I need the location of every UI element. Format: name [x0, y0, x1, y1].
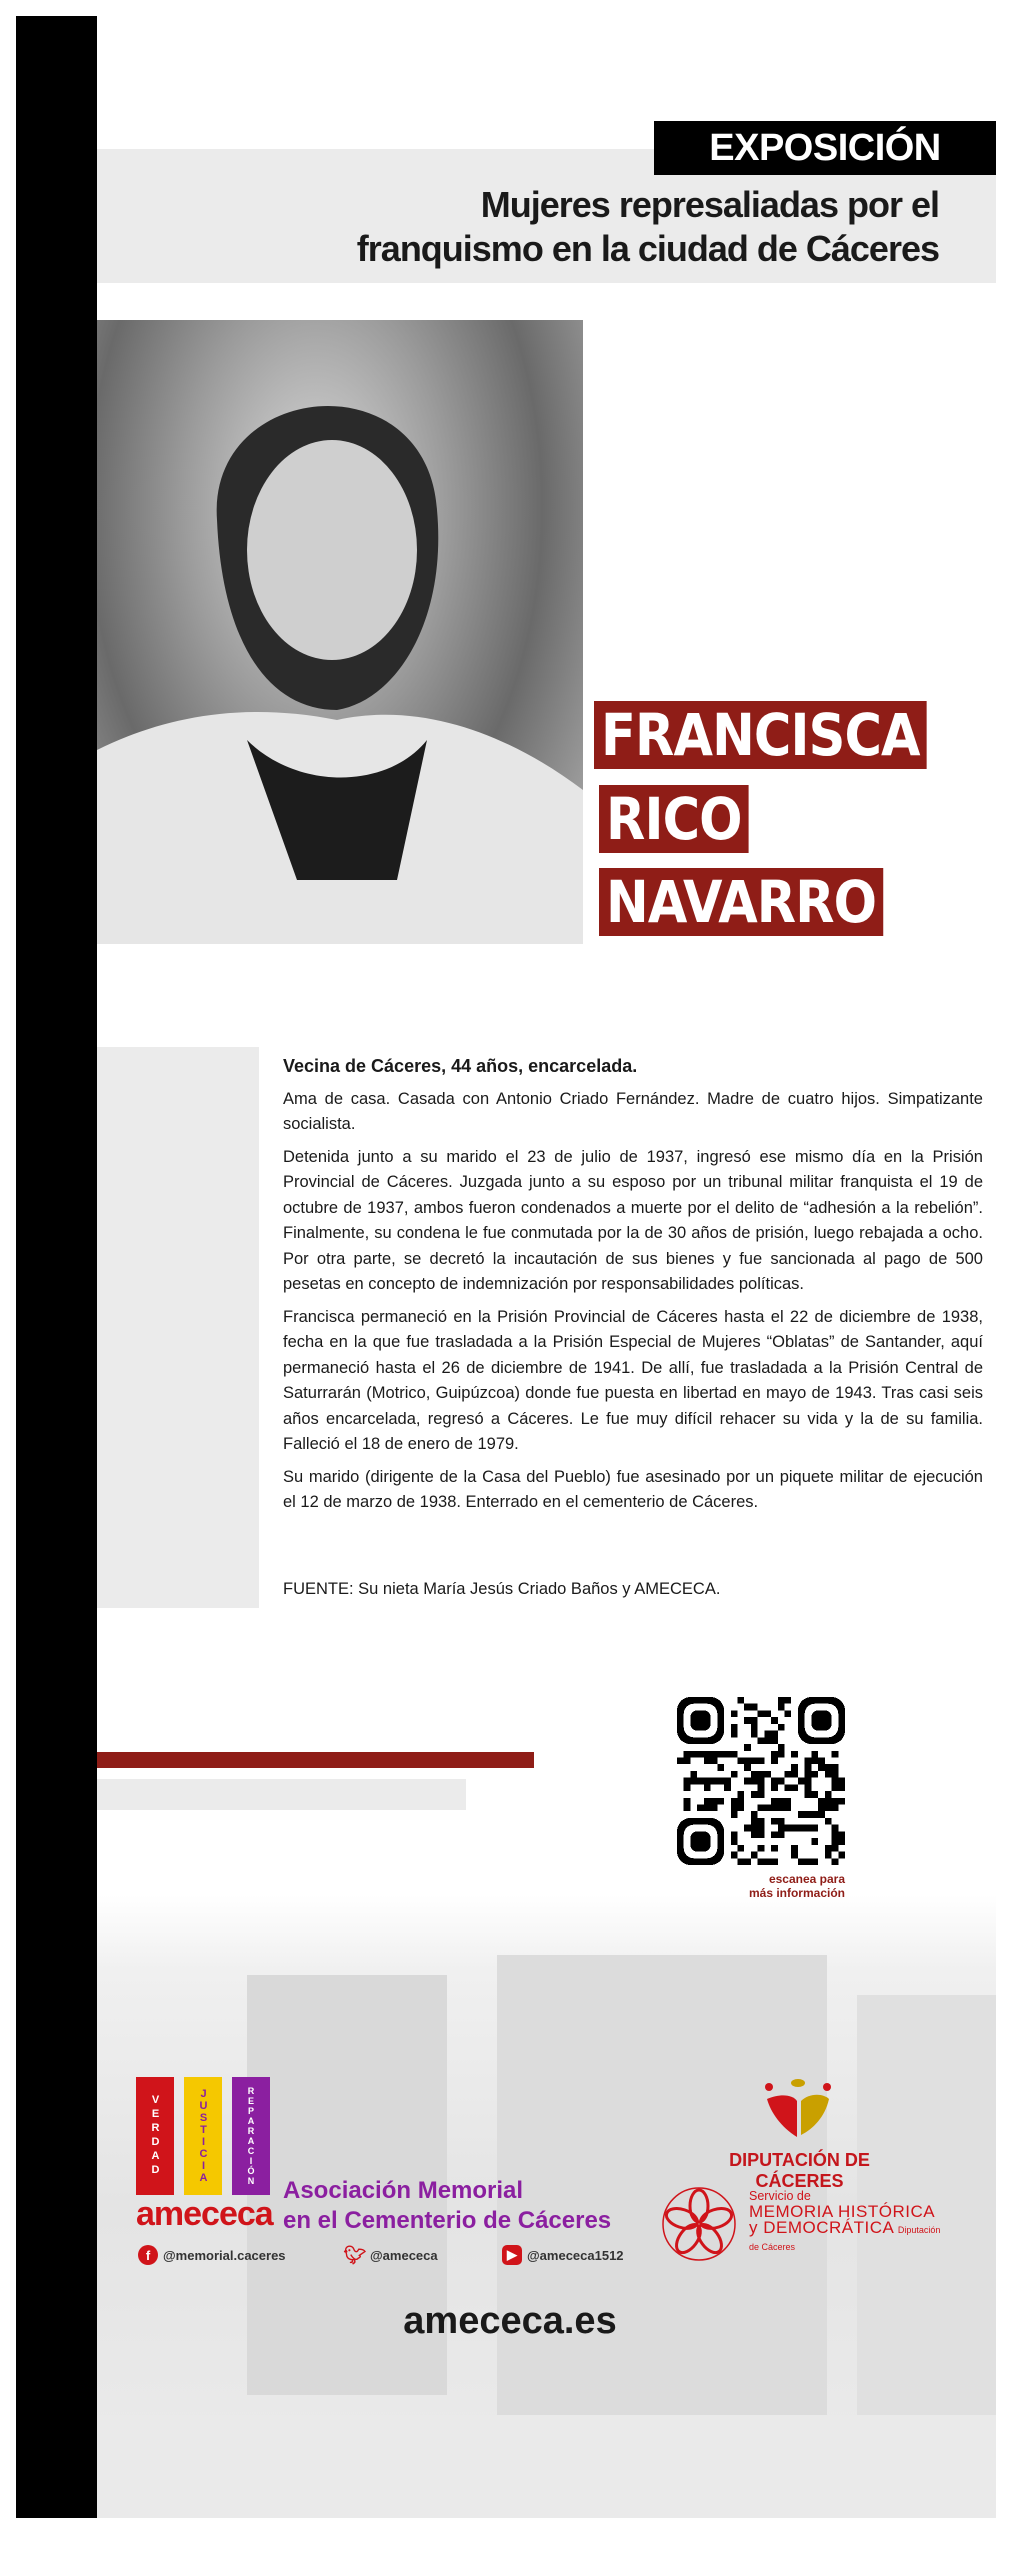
- logo-stripe-reparacion: REPARACIÓN: [232, 2077, 270, 2195]
- logo-stripe-justicia: JUSTICIA: [184, 2077, 222, 2195]
- grey-accent-bar: [97, 1779, 466, 1810]
- side-grey-block: [97, 1047, 259, 1608]
- exhibition-label: EXPOSICIÓN: [654, 121, 996, 175]
- biography: [283, 1054, 983, 1523]
- youtube-icon: ▶: [502, 2245, 522, 2265]
- twitter-link[interactable]: [345, 2245, 438, 2265]
- portrait-photo: [97, 320, 583, 944]
- youtube-link[interactable]: [502, 2245, 624, 2265]
- servicio-line: y DEMOCRÁTICA: [749, 2218, 895, 2237]
- servicio-line: Servicio de: [749, 2189, 811, 2203]
- association-name: [283, 2176, 611, 2236]
- red-accent-bar: [97, 1752, 534, 1768]
- qr-caption-line: escanea para: [768, 1872, 845, 1886]
- name-surname-1: RICO: [599, 785, 749, 853]
- bio-paragraph: Su marido (dirigente de la Casa del Pueblo) fue asesinado por un piquete militar de ejecución el 12 de marzo de 1938. Enterrado en el cementerio de Cáceres.: [283, 1467, 983, 1511]
- qr-caption: [749, 1872, 845, 1900]
- name-surname-2: NAVARRO: [599, 868, 883, 936]
- association-line: en el Cementerio de Cáceres: [283, 2207, 612, 2234]
- facebook-handle: @memorial.caceres: [163, 2247, 286, 2263]
- bio-paragraph: Francisca permaneció en la Prisión Provincial de Cáceres hasta el 22 de diciembre de 1938, fecha en la que fue trasladada a la Prisión Especial de Mujeres “Oblatas” de Santander, aquí permaneció hasta el 26 de diciembre de 1941. De allí, fue trasladada a la Prisión Central de Saturrarán (Motrico, Guipúzcoa) donde fue puesta en libertad en mayo de 1943. Tras casi seis años encarcelada, regresó a Cáceres. Le fue muy difícil rehacer su vida y la de su familia. Falleció el 18 de enero de 1979.: [283, 1307, 983, 1453]
- qr-code[interactable]: [677, 1697, 845, 1865]
- youtube-handle: @amececa1512: [527, 2247, 624, 2263]
- servicio-line: Diputación de Cáceres: [749, 2225, 941, 2252]
- facebook-link[interactable]: [138, 2245, 286, 2265]
- bio-paragraph: Detenida junto a su marido el 23 de julio de 1937, ingresó ese mismo día en la Prisión Provincial de Cáceres. Juzgada junto a su esposo por un tribunal militar franquista el 19 de octubre de 1937, ambos fueron condenados a muerte por el delito de “adhesión a la rebelión”. Finalmente, su condena le fue conmutada por la de 30 años de prisión, luego rebajada a ocho. Por otra parte, se decretó la incautación de sus bienes y fue sancionada al pago de 500 pesetas en concepto de indemnización por responsabilidades políticas.: [283, 1147, 983, 1293]
- bio-lead: Vecina de Cáceres, 44 años, encarcelada.: [283, 1056, 638, 1076]
- memoria-historica-logo: [659, 2184, 949, 2264]
- website-link[interactable]: amececa.es: [403, 2300, 617, 2342]
- left-black-bar: [16, 16, 97, 2518]
- amececa-logo: [136, 2077, 273, 2233]
- subtitle-line: franquismo en la ciudad de Cáceres: [356, 228, 939, 269]
- association-line: Asociación Memorial: [283, 2177, 524, 2204]
- facebook-icon: f: [138, 2245, 158, 2265]
- servicio-line: MEMORIA HISTÓRICA: [749, 2202, 936, 2221]
- flower-icon: [659, 2184, 739, 2264]
- bio-paragraph: Ama de casa. Casada con Antonio Criado Fernández. Madre de cuatro hijos. Simpatizante socialista.: [283, 1089, 983, 1133]
- source-note: FUENTE: Su nieta María Jesús Criado Baños y AMECECA.: [283, 1580, 721, 1598]
- name-first: FRANCISCA: [594, 701, 927, 769]
- diputacion-name: DIPUTACIÓN DE CÁCERES: [729, 2150, 870, 2191]
- logo-wordmark: amececa: [136, 2195, 273, 2233]
- twitter-icon: 🐦︎: [343, 2244, 367, 2265]
- exhibition-subtitle: [357, 183, 939, 271]
- diputacion-logo: [761, 2077, 835, 2139]
- logo-stripe-verdad: VERDAD: [136, 2077, 174, 2195]
- qr-caption-line: más información: [748, 1886, 845, 1900]
- twitter-handle: @amececa: [370, 2247, 438, 2263]
- subtitle-line: Mujeres represaliadas por el: [480, 184, 939, 225]
